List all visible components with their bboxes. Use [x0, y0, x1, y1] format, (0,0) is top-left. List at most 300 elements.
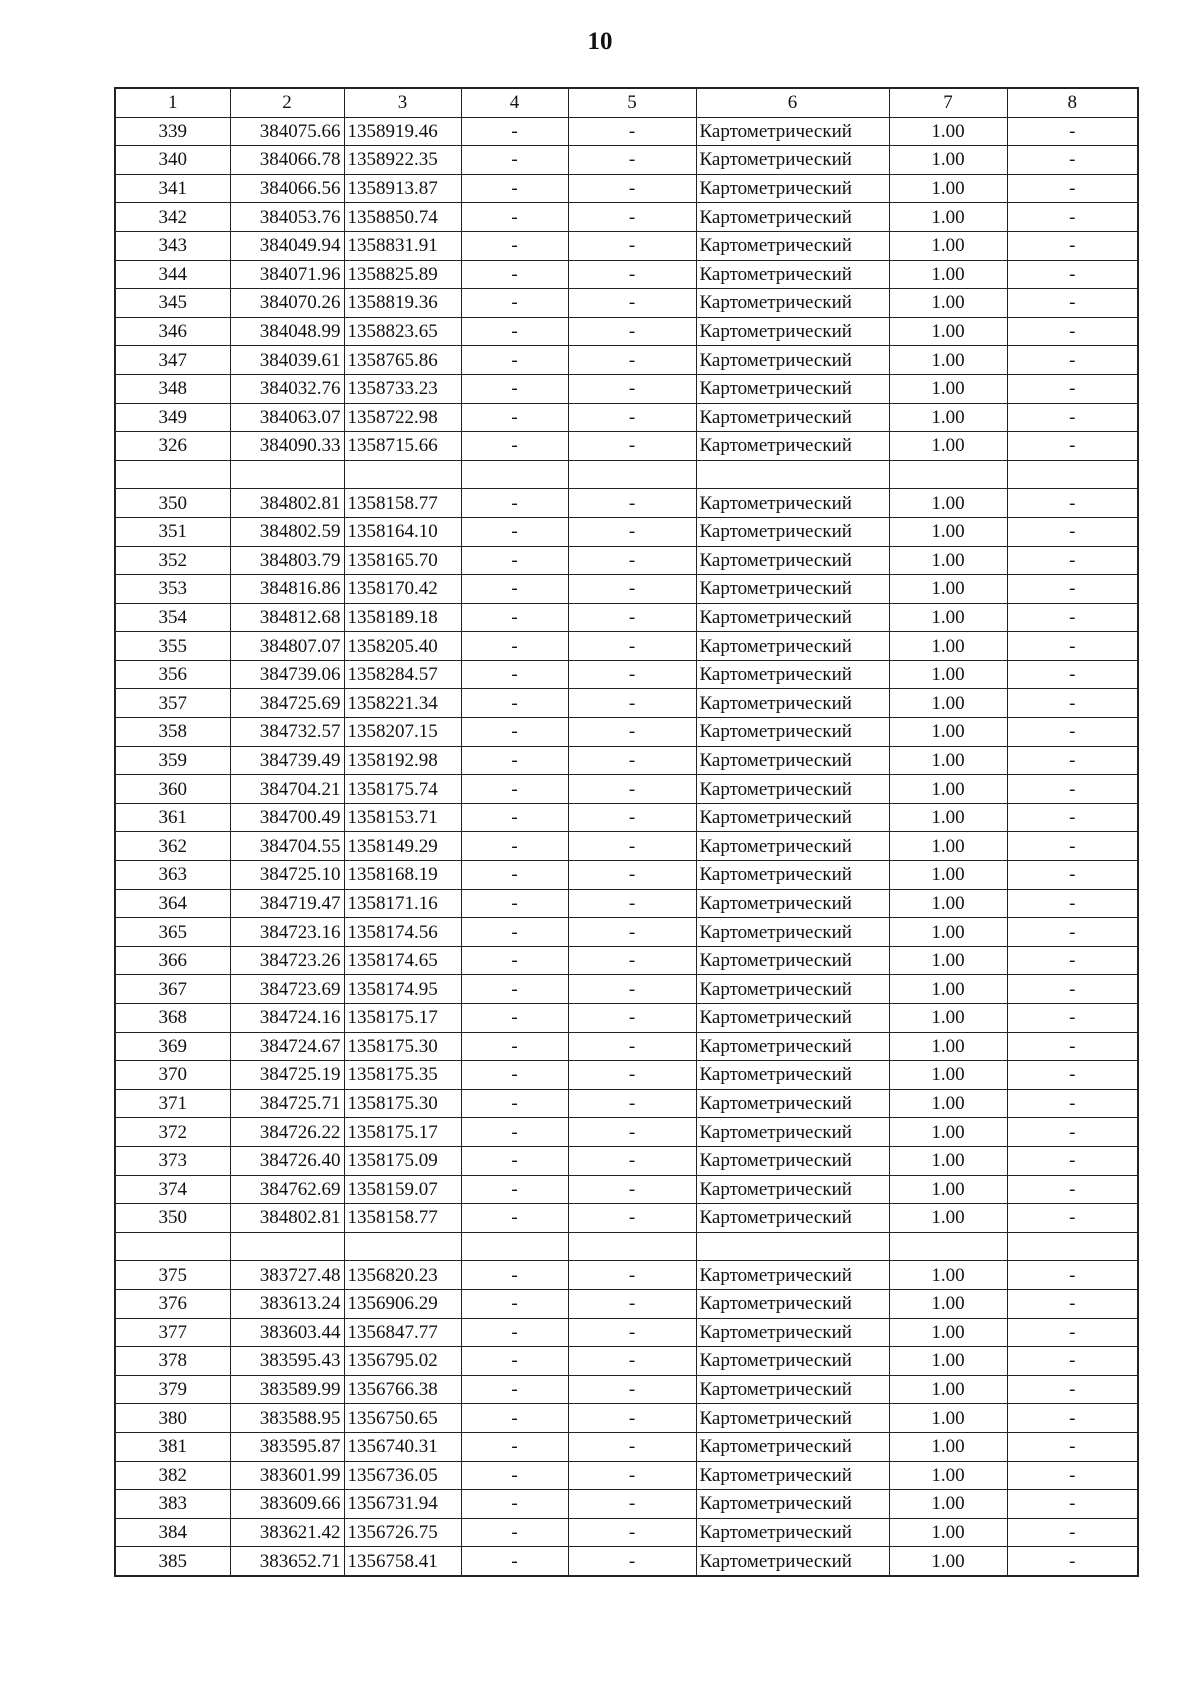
table-row	[115, 861, 1138, 890]
col-8-cell: -	[1007, 1347, 1138, 1376]
x-coordinate-cell: 384066.56	[230, 174, 344, 203]
table-row	[115, 632, 1138, 661]
table-row	[115, 1375, 1138, 1404]
accuracy-cell: 1.00	[889, 1204, 1007, 1233]
x-coordinate-cell: 384724.16	[230, 1004, 344, 1033]
col-8-cell: -	[1007, 975, 1138, 1004]
y-coordinate-cell: 1358170.42	[344, 575, 461, 604]
table-row	[115, 231, 1138, 260]
col-8-cell: -	[1007, 746, 1138, 775]
y-coordinate-cell: 1356906.29	[344, 1289, 461, 1318]
table-row	[115, 603, 1138, 632]
table-row	[115, 689, 1138, 718]
x-coordinate-cell: 384723.16	[230, 918, 344, 947]
method-cell: Картометрический	[696, 1118, 889, 1147]
table-row	[115, 460, 1138, 489]
col-4-cell: -	[461, 260, 568, 289]
table-row	[115, 575, 1138, 604]
point-number-cell: 385	[115, 1547, 230, 1576]
header-cell-7: 7	[889, 88, 1007, 117]
x-coordinate-cell: 384802.81	[230, 489, 344, 518]
method-cell: Картометрический	[696, 946, 889, 975]
method-cell: Картометрический	[696, 231, 889, 260]
col-4-cell: -	[461, 317, 568, 346]
x-coordinate-cell: 383589.99	[230, 1375, 344, 1404]
accuracy-cell: 1.00	[889, 1289, 1007, 1318]
col-4-cell: -	[461, 1318, 568, 1347]
method-cell: Картометрический	[696, 632, 889, 661]
method-cell: Картометрический	[696, 1375, 889, 1404]
col-4-cell	[461, 1232, 568, 1261]
col-5-cell: -	[568, 1347, 696, 1376]
point-number-cell: 363	[115, 861, 230, 890]
col-5-cell: -	[568, 1261, 696, 1290]
table-row	[115, 403, 1138, 432]
accuracy-cell: 1.00	[889, 117, 1007, 146]
x-coordinate-cell: 384071.96	[230, 260, 344, 289]
accuracy-cell: 1.00	[889, 1404, 1007, 1433]
method-cell: Картометрический	[696, 603, 889, 632]
col-8-cell: -	[1007, 289, 1138, 318]
table-row	[115, 1089, 1138, 1118]
x-coordinate-cell: 383613.24	[230, 1289, 344, 1318]
table-row	[115, 1061, 1138, 1090]
table-row	[115, 289, 1138, 318]
table-row	[115, 1318, 1138, 1347]
table-row	[115, 260, 1138, 289]
table-row	[115, 889, 1138, 918]
y-coordinate-cell: 1358207.15	[344, 718, 461, 747]
accuracy-cell: 1.00	[889, 517, 1007, 546]
col-4-cell: -	[461, 718, 568, 747]
col-8-cell: -	[1007, 1375, 1138, 1404]
col-8-cell: -	[1007, 1061, 1138, 1090]
col-4-cell: -	[461, 832, 568, 861]
x-coordinate-cell: 384724.67	[230, 1032, 344, 1061]
col-4-cell: -	[461, 374, 568, 403]
table-body	[115, 117, 1138, 1576]
point-number-cell	[115, 1232, 230, 1261]
table-row	[115, 374, 1138, 403]
col-4-cell: -	[461, 1490, 568, 1519]
y-coordinate-cell: 1356750.65	[344, 1404, 461, 1433]
accuracy-cell: 1.00	[889, 718, 1007, 747]
col-8-cell: -	[1007, 1432, 1138, 1461]
y-coordinate-cell: 1356736.05	[344, 1461, 461, 1490]
col-4-cell: -	[461, 174, 568, 203]
table-row	[115, 517, 1138, 546]
col-4-cell: -	[461, 1347, 568, 1376]
y-coordinate-cell: 1356731.94	[344, 1490, 461, 1519]
x-coordinate-cell: 384719.47	[230, 889, 344, 918]
accuracy-cell: 1.00	[889, 1547, 1007, 1576]
method-cell: Картометрический	[696, 1089, 889, 1118]
y-coordinate-cell: 1358823.65	[344, 317, 461, 346]
point-number-cell: 359	[115, 746, 230, 775]
x-coordinate-cell: 384075.66	[230, 117, 344, 146]
x-coordinate-cell: 384700.49	[230, 803, 344, 832]
x-coordinate-cell: 384726.40	[230, 1146, 344, 1175]
method-cell: Картометрический	[696, 1490, 889, 1519]
col-8-cell: -	[1007, 1289, 1138, 1318]
col-5-cell: -	[568, 1461, 696, 1490]
point-number-cell: 339	[115, 117, 230, 146]
col-8-cell: -	[1007, 1032, 1138, 1061]
y-coordinate-cell: 1358192.98	[344, 746, 461, 775]
method-cell: Картометрический	[696, 918, 889, 947]
x-coordinate-cell: 383588.95	[230, 1404, 344, 1433]
table-row	[115, 432, 1138, 461]
method-cell: Картометрический	[696, 689, 889, 718]
col-4-cell: -	[461, 575, 568, 604]
point-number-cell: 380	[115, 1404, 230, 1433]
point-number-cell: 343	[115, 231, 230, 260]
col-5-cell: -	[568, 746, 696, 775]
col-5-cell: -	[568, 1547, 696, 1576]
col-5-cell: -	[568, 403, 696, 432]
method-cell: Картометрический	[696, 1518, 889, 1547]
x-coordinate-cell: 384732.57	[230, 718, 344, 747]
x-coordinate-cell: 384039.61	[230, 346, 344, 375]
point-number-cell: 377	[115, 1318, 230, 1347]
method-cell: Картометрический	[696, 517, 889, 546]
table-row	[115, 1432, 1138, 1461]
point-number-cell: 366	[115, 946, 230, 975]
col-4-cell: -	[461, 975, 568, 1004]
table-row	[115, 775, 1138, 804]
y-coordinate-cell: 1358922.35	[344, 146, 461, 175]
col-8-cell: -	[1007, 1547, 1138, 1576]
y-coordinate-cell: 1358722.98	[344, 403, 461, 432]
method-cell: Картометрический	[696, 575, 889, 604]
col-5-cell: -	[568, 946, 696, 975]
accuracy-cell: 1.00	[889, 689, 1007, 718]
header-cell-3: 3	[344, 88, 461, 117]
x-coordinate-cell: 384739.49	[230, 746, 344, 775]
x-coordinate-cell: 384049.94	[230, 231, 344, 260]
col-5-cell: -	[568, 632, 696, 661]
method-cell: Картометрический	[696, 803, 889, 832]
col-5-cell	[568, 1232, 696, 1261]
col-8-cell: -	[1007, 260, 1138, 289]
col-8-cell: -	[1007, 1404, 1138, 1433]
table-row	[115, 489, 1138, 518]
accuracy-cell: 1.00	[889, 317, 1007, 346]
method-cell: Картометрический	[696, 374, 889, 403]
table-row	[115, 1490, 1138, 1519]
col-4-cell: -	[461, 1175, 568, 1204]
col-5-cell: -	[568, 146, 696, 175]
x-coordinate-cell: 384802.59	[230, 517, 344, 546]
col-4-cell: -	[461, 1432, 568, 1461]
point-number-cell: 347	[115, 346, 230, 375]
col-8-cell: -	[1007, 1089, 1138, 1118]
col-8-cell	[1007, 460, 1138, 489]
accuracy-cell: 1.00	[889, 1375, 1007, 1404]
col-5-cell: -	[568, 889, 696, 918]
method-cell: Картометрический	[696, 1289, 889, 1318]
method-cell: Картометрический	[696, 1461, 889, 1490]
col-5-cell: -	[568, 374, 696, 403]
y-coordinate-cell: 1358175.35	[344, 1061, 461, 1090]
table-row	[115, 718, 1138, 747]
col-4-cell: -	[461, 1032, 568, 1061]
y-coordinate-cell: 1358153.71	[344, 803, 461, 832]
x-coordinate-cell: 384726.22	[230, 1118, 344, 1147]
col-8-cell: -	[1007, 803, 1138, 832]
method-cell: Картометрический	[696, 832, 889, 861]
table-row	[115, 746, 1138, 775]
table-row	[115, 975, 1138, 1004]
col-5-cell: -	[568, 432, 696, 461]
x-coordinate-cell: 383621.42	[230, 1518, 344, 1547]
col-4-cell: -	[461, 1004, 568, 1033]
col-8-cell: -	[1007, 632, 1138, 661]
method-cell: Картометрический	[696, 289, 889, 318]
x-coordinate-cell: 383609.66	[230, 1490, 344, 1519]
method-cell: Картометрический	[696, 432, 889, 461]
accuracy-cell: 1.00	[889, 746, 1007, 775]
table-row	[115, 174, 1138, 203]
table-row	[115, 1118, 1138, 1147]
col-8-cell: -	[1007, 1204, 1138, 1233]
col-8-cell: -	[1007, 1461, 1138, 1490]
col-8-cell: -	[1007, 832, 1138, 861]
method-cell: Картометрический	[696, 775, 889, 804]
method-cell: Картометрический	[696, 1432, 889, 1461]
x-coordinate-cell: 384723.69	[230, 975, 344, 1004]
method-cell: Картометрический	[696, 1061, 889, 1090]
y-coordinate-cell: 1358765.86	[344, 346, 461, 375]
x-coordinate-cell: 384704.21	[230, 775, 344, 804]
y-coordinate-cell: 1358189.18	[344, 603, 461, 632]
x-coordinate-cell: 384762.69	[230, 1175, 344, 1204]
col-8-cell: -	[1007, 546, 1138, 575]
accuracy-cell: 1.00	[889, 1490, 1007, 1519]
method-cell: Картометрический	[696, 174, 889, 203]
accuracy-cell: 1.00	[889, 1518, 1007, 1547]
col-4-cell: -	[461, 889, 568, 918]
col-8-cell: -	[1007, 374, 1138, 403]
method-cell: Картометрический	[696, 861, 889, 890]
col-5-cell: -	[568, 489, 696, 518]
method-cell: Картометрический	[696, 746, 889, 775]
accuracy-cell: 1.00	[889, 289, 1007, 318]
x-coordinate-cell: 384816.86	[230, 575, 344, 604]
y-coordinate-cell: 1358174.65	[344, 946, 461, 975]
accuracy-cell: 1.00	[889, 260, 1007, 289]
accuracy-cell: 1.00	[889, 1461, 1007, 1490]
point-number-cell: 376	[115, 1289, 230, 1318]
y-coordinate-cell: 1358284.57	[344, 660, 461, 689]
accuracy-cell: 1.00	[889, 231, 1007, 260]
col-5-cell: -	[568, 689, 696, 718]
x-coordinate-cell: 383595.43	[230, 1347, 344, 1376]
y-coordinate-cell: 1356758.41	[344, 1547, 461, 1576]
point-number-cell: 373	[115, 1146, 230, 1175]
col-5-cell: -	[568, 1061, 696, 1090]
accuracy-cell: 1.00	[889, 632, 1007, 661]
x-coordinate-cell: 384802.81	[230, 1204, 344, 1233]
col-4-cell: -	[461, 1204, 568, 1233]
x-coordinate-cell: 384807.07	[230, 632, 344, 661]
table-row	[115, 1004, 1138, 1033]
col-8-cell: -	[1007, 1490, 1138, 1519]
x-coordinate-cell: 383727.48	[230, 1261, 344, 1290]
col-8-cell: -	[1007, 861, 1138, 890]
col-8-cell: -	[1007, 660, 1138, 689]
method-cell: Картометрический	[696, 1318, 889, 1347]
col-4-cell: -	[461, 1261, 568, 1290]
method-cell: Картометрический	[696, 1204, 889, 1233]
col-5-cell: -	[568, 231, 696, 260]
col-8-cell: -	[1007, 203, 1138, 232]
method-cell: Картометрический	[696, 260, 889, 289]
y-coordinate-cell: 1358715.66	[344, 432, 461, 461]
method-cell: Картометрический	[696, 975, 889, 1004]
method-cell: Картометрический	[696, 203, 889, 232]
col-5-cell: -	[568, 1289, 696, 1318]
method-cell: Картометрический	[696, 1146, 889, 1175]
y-coordinate-cell: 1358733.23	[344, 374, 461, 403]
col-5-cell: -	[568, 603, 696, 632]
col-4-cell: -	[461, 1461, 568, 1490]
x-coordinate-cell: 384725.19	[230, 1061, 344, 1090]
accuracy-cell	[889, 460, 1007, 489]
col-5-cell: -	[568, 1175, 696, 1204]
col-5-cell: -	[568, 289, 696, 318]
table-row	[115, 946, 1138, 975]
y-coordinate-cell: 1358221.34	[344, 689, 461, 718]
x-coordinate-cell: 384090.33	[230, 432, 344, 461]
col-5-cell: -	[568, 1004, 696, 1033]
y-coordinate-cell: 1358175.30	[344, 1032, 461, 1061]
col-4-cell: -	[461, 489, 568, 518]
col-4-cell: -	[461, 1061, 568, 1090]
table-row	[115, 346, 1138, 375]
point-number-cell: 354	[115, 603, 230, 632]
col-4-cell	[461, 460, 568, 489]
accuracy-cell: 1.00	[889, 603, 1007, 632]
col-4-cell: -	[461, 346, 568, 375]
method-cell: Картометрический	[696, 1261, 889, 1290]
col-4-cell: -	[461, 231, 568, 260]
col-4-cell: -	[461, 861, 568, 890]
x-coordinate-cell: 384053.76	[230, 203, 344, 232]
accuracy-cell: 1.00	[889, 1175, 1007, 1204]
accuracy-cell: 1.00	[889, 1146, 1007, 1175]
point-number-cell: 346	[115, 317, 230, 346]
accuracy-cell: 1.00	[889, 432, 1007, 461]
point-number-cell: 370	[115, 1061, 230, 1090]
y-coordinate-cell: 1358158.77	[344, 489, 461, 518]
col-5-cell: -	[568, 1089, 696, 1118]
point-number-cell: 362	[115, 832, 230, 861]
point-number-cell: 364	[115, 889, 230, 918]
y-coordinate-cell: 1358149.29	[344, 832, 461, 861]
point-number-cell: 350	[115, 1204, 230, 1233]
y-coordinate-cell: 1358831.91	[344, 231, 461, 260]
table-row	[115, 1032, 1138, 1061]
col-5-cell: -	[568, 203, 696, 232]
y-coordinate-cell: 1356820.23	[344, 1261, 461, 1290]
x-coordinate-cell: 383652.71	[230, 1547, 344, 1576]
col-8-cell: -	[1007, 603, 1138, 632]
table-row	[115, 803, 1138, 832]
point-number-cell: 371	[115, 1089, 230, 1118]
point-number-cell: 352	[115, 546, 230, 575]
col-5-cell: -	[568, 346, 696, 375]
y-coordinate-cell: 1358168.19	[344, 861, 461, 890]
col-4-cell: -	[461, 1118, 568, 1147]
y-coordinate-cell: 1358205.40	[344, 632, 461, 661]
point-number-cell: 351	[115, 517, 230, 546]
x-coordinate-cell: 384723.26	[230, 946, 344, 975]
col-4-cell: -	[461, 117, 568, 146]
col-8-cell: -	[1007, 946, 1138, 975]
y-coordinate-cell: 1356740.31	[344, 1432, 461, 1461]
accuracy-cell: 1.00	[889, 775, 1007, 804]
method-cell: Картометрический	[696, 346, 889, 375]
table-row	[115, 1347, 1138, 1376]
x-coordinate-cell: 384063.07	[230, 403, 344, 432]
accuracy-cell: 1.00	[889, 1004, 1007, 1033]
table-row	[115, 117, 1138, 146]
col-4-cell: -	[461, 289, 568, 318]
y-coordinate-cell: 1356795.02	[344, 1347, 461, 1376]
table-row	[115, 918, 1138, 947]
accuracy-cell: 1.00	[889, 660, 1007, 689]
table-row	[115, 1261, 1138, 1290]
col-4-cell: -	[461, 803, 568, 832]
accuracy-cell: 1.00	[889, 346, 1007, 375]
col-8-cell: -	[1007, 146, 1138, 175]
x-coordinate-cell: 384704.55	[230, 832, 344, 861]
accuracy-cell: 1.00	[889, 403, 1007, 432]
method-cell: Картометрический	[696, 403, 889, 432]
y-coordinate-cell: 1358175.74	[344, 775, 461, 804]
col-8-cell: -	[1007, 117, 1138, 146]
col-4-cell: -	[461, 546, 568, 575]
point-number-cell: 375	[115, 1261, 230, 1290]
col-4-cell: -	[461, 203, 568, 232]
y-coordinate-cell: 1358165.70	[344, 546, 461, 575]
point-number-cell: 369	[115, 1032, 230, 1061]
x-coordinate-cell: 384725.69	[230, 689, 344, 718]
y-coordinate-cell: 1356726.75	[344, 1518, 461, 1547]
col-5-cell: -	[568, 1118, 696, 1147]
table-row	[115, 1461, 1138, 1490]
point-number-cell: 345	[115, 289, 230, 318]
accuracy-cell	[889, 1232, 1007, 1261]
point-number-cell: 367	[115, 975, 230, 1004]
accuracy-cell: 1.00	[889, 1318, 1007, 1347]
table-row	[115, 546, 1138, 575]
col-4-cell: -	[461, 918, 568, 947]
x-coordinate-cell: 384070.26	[230, 289, 344, 318]
col-5-cell: -	[568, 1432, 696, 1461]
page-number: 10	[587, 28, 613, 55]
method-cell: Картометрический	[696, 1175, 889, 1204]
y-coordinate-cell: 1358919.46	[344, 117, 461, 146]
accuracy-cell: 1.00	[889, 803, 1007, 832]
accuracy-cell: 1.00	[889, 832, 1007, 861]
method-cell: Картометрический	[696, 317, 889, 346]
table-row	[115, 832, 1138, 861]
col-5-cell	[568, 460, 696, 489]
col-8-cell: -	[1007, 432, 1138, 461]
table-row	[115, 660, 1138, 689]
